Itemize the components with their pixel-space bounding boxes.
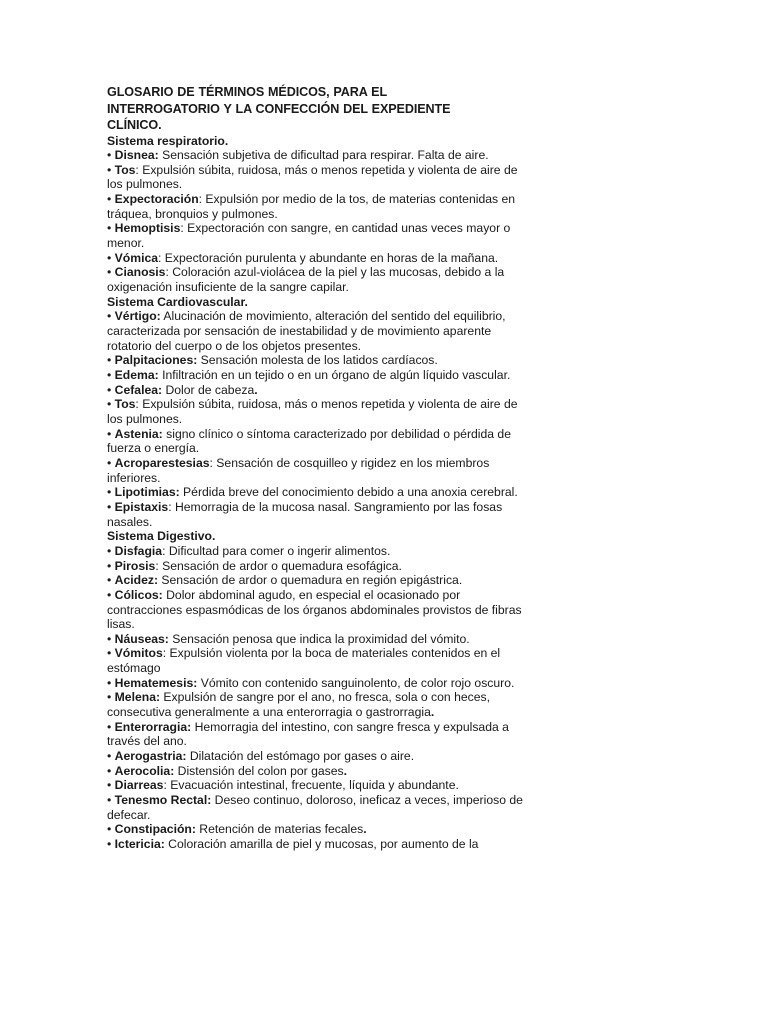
entry-term: Disfagia	[114, 543, 163, 558]
entry-term: Palpitaciones:	[114, 353, 198, 368]
section-heading: Sistema Digestivo.	[107, 529, 216, 544]
entry-term: Enterorragia:	[114, 719, 192, 734]
title-line: CLÍNICO.	[107, 118, 162, 132]
entry-term: Diarreas	[114, 778, 164, 793]
entry-definition: Sensación de ardor o quemadura en región epigástrica.	[158, 573, 463, 588]
entry-definition: Retención de materias fecales	[195, 822, 364, 837]
glossary-entry: • Ictericia: Coloración amarilla de piel y mucosas, por aumento de la	[107, 837, 479, 851]
entry-term: Cólicos:	[114, 587, 163, 602]
entry-definition: Sensación penosa que indica la proximidad del vómito.	[168, 631, 470, 646]
section-heading: Sistema Cardiovascular.	[107, 294, 248, 309]
glossary-sections	[107, 134, 532, 852]
glossary-entry: • Expectoración: Expulsión por medio de la tos, de materias contenidas en tráquea, bronquios y pulmones.	[107, 192, 516, 221]
glossary-entry: • Vértigo: Alucinación de movimiento, alteración del sentido del equilibrio, caracterizada por sensación de inestabilidad y de movimiento aparente rotatorio del cuerpo o de los objetos presentes.	[107, 309, 506, 353]
entry-definition: : Evacuación intestinal, frecuente, líquida y abundante.	[163, 778, 459, 793]
entry-term: Acroparestesias	[114, 455, 210, 470]
glossary-entry: • Melena: Expulsión de sangre por el ano, no fresca, sola o con heces, consecutiva generalmente a una enterorragia o gastrorragia.	[107, 690, 490, 720]
glossary-entry: • Aerocolia: Distensión del colon por gases.	[107, 763, 348, 778]
entry-definition: : Coloración azul-violácea de la piel y las mucosas, debido a la oxigenación insuficiente de la sangre capilar.	[107, 265, 505, 295]
entry-term: Vómitos	[114, 646, 163, 661]
glossary-entry: • Palpitaciones: Sensación molesta de los latidos cardíacos.	[107, 353, 438, 368]
glossary-entry: • Lipotimias: Pérdida breve del conocimiento debido a una anoxia cerebral.	[107, 485, 518, 500]
entry-definition: Coloración amarilla de piel y mucosas, por aumento de la	[164, 837, 479, 851]
glossary-entry: • Epistaxis: Hemorragia de la mucosa nasal. Sangramiento por las fosas nasales.	[107, 499, 503, 529]
document-title	[107, 84, 532, 134]
entry-term: Astenia:	[114, 426, 163, 441]
entry-term: Acidez:	[114, 573, 158, 588]
entry-definition: Pérdida breve del conocimiento debido a una anoxia cerebral.	[179, 485, 518, 500]
entry-definition: Expulsión de sangre por el ano, no fresca, sola o con heces, consecutiva generalmente a una enterorragia o gastrorragia	[107, 690, 490, 720]
entry-definition: Hemorragia del intestino, con sangre fresca y expulsada a través del ano.	[107, 719, 509, 749]
glossary-entry: • Acidez: Sensación de ardor o quemadura en región epigástrica.	[107, 573, 463, 588]
entry-definition: Sensación subjetiva de dificultad para respirar. Falta de aire.	[158, 148, 489, 163]
entry-definition: Infiltración en un tejido o en un órgano de algún líquido vascular.	[158, 368, 511, 382]
entry-term: Melena:	[114, 690, 161, 705]
glossary-entry: • Hematemesis: Vómito con contenido sanguinolento, de color rojo oscuro.	[107, 675, 515, 690]
glossary-entry: • Pirosis: Sensación de ardor o quemadura esofágica.	[107, 558, 402, 573]
entry-term: Aerocolia:	[114, 763, 175, 778]
section-respiratorio	[107, 134, 532, 295]
glossary-entry: • Aerogastria: Dilatación del estómago por gases o aire.	[107, 749, 415, 764]
document-page	[107, 84, 532, 852]
entry-term: Hematemesis:	[114, 675, 198, 690]
glossary-entry: • Náuseas: Sensación penosa que indica la proximidad del vómito.	[107, 631, 470, 646]
entry-definition: : Expectoración con sangre, en cantidad unas veces mayor o menor.	[107, 221, 511, 251]
entry-definition: Dilatación del estómago por gases o aire.	[186, 749, 415, 764]
entry-definition: Dolor de cabeza	[162, 382, 255, 397]
entry-term: Disnea:	[114, 148, 159, 163]
glossary-entry: • Tos: Expulsión súbita, ruidosa, más o menos repetida y violenta de aire de los pulmones.	[107, 397, 518, 426]
entry-definition: Sensación molesta de los latidos cardíacos.	[197, 353, 438, 368]
entry-definition: : Dificultad para comer o ingerir alimentos.	[162, 543, 391, 558]
entry-term: Pirosis	[114, 558, 156, 573]
glossary-entry: • Acroparestesias: Sensación de cosquilleo y rigidez en los miembros inferiores.	[107, 455, 490, 485]
entry-term: Tos	[114, 162, 136, 177]
entry-definition: : Expulsión súbita, ruidosa, más o menos repetida y violenta de aire de los pulmones.	[107, 397, 518, 426]
entry-term: Vómica	[114, 250, 159, 265]
entry-definition: : Expulsión por medio de la tos, de materias contenidas en tráquea, bronquios y pulmones.	[107, 192, 516, 221]
entry-definition: signo clínico o síntoma caracterizado por debilidad o pérdida de fuerza o energía.	[107, 426, 511, 456]
entry-term: Cefalea:	[114, 382, 163, 397]
glossary-entry: • Edema: Infiltración en un tejido o en un órgano de algún líquido vascular.	[107, 368, 511, 382]
glossary-entry: • Hemoptisis: Expectoración con sangre, en cantidad unas veces mayor o menor.	[107, 221, 511, 251]
entry-term: Vértigo:	[114, 309, 161, 324]
glossary-entry: • Astenia: signo clínico o síntoma caracterizado por debilidad o pérdida de fuerza o energía.	[107, 426, 511, 456]
entry-term: Ictericia:	[114, 837, 165, 851]
entry-term: Edema:	[114, 368, 159, 382]
glossary-entry: • Disnea: Sensación subjetiva de dificultad para respirar. Falta de aire.	[107, 148, 489, 163]
entry-definition: : Expulsión súbita, ruidosa, más o menos repetida y violenta de aire de los pulmones.	[107, 162, 518, 192]
entry-term: Tos	[114, 397, 136, 412]
glossary-entry: • Vómica: Expectoración purulenta y abundante en horas de la mañana.	[107, 250, 499, 265]
entry-definition: Dolor abdominal agudo, en especial el ocasionado por contracciones espasmódicas de los órganos abdominales provistos de fibras lisas.	[107, 587, 522, 632]
entry-term: Expectoración	[114, 192, 199, 207]
glossary-entry: • Enterorragia: Hemorragia del intestino, con sangre fresca y expulsada a través del ano.	[107, 719, 509, 749]
entry-definition: Deseo continuo, doloroso, ineficaz a veces, imperioso de defecar.	[107, 793, 523, 822]
glossary-entry: • Vómitos: Expulsión violenta por la boca de materiales contenidos en el estómago	[107, 646, 501, 676]
section-digestivo	[107, 529, 532, 851]
glossary-entry: • Cianosis: Coloración azul-violácea de la piel y las mucosas, debido a la oxigenación insuficiente de la sangre capilar.	[107, 265, 505, 295]
glossary-entry: • Cólicos: Dolor abdominal agudo, en especial el ocasionado por contracciones espasmódicas de los órganos abdominales provistos de fibras lisas.	[107, 587, 522, 632]
glossary-entry: • Diarreas: Evacuación intestinal, frecuente, líquida y abundante.	[107, 778, 459, 793]
entry-term: Epistaxis	[114, 499, 169, 514]
section-heading: Sistema respiratorio.	[107, 133, 229, 148]
entry-term: Náuseas:	[114, 631, 169, 646]
entry-term: Aerogastria:	[114, 749, 187, 764]
entry-term: Hemoptisis	[114, 221, 181, 236]
section-cardiovascular	[107, 295, 532, 530]
title-line: GLOSARIO DE TÉRMINOS MÉDICOS, PARA EL	[107, 85, 388, 99]
entry-definition: Vómito con contenido sanguinolento, de color rojo oscuro.	[197, 675, 515, 690]
entry-term: Cianosis	[114, 265, 166, 280]
entry-term: Lipotimias:	[114, 485, 180, 500]
entry-term: Constipación:	[114, 822, 196, 837]
glossary-entry: • Constipación: Retención de materias fecales.	[107, 822, 367, 837]
entry-definition: Distensión del colon por gases	[174, 763, 344, 778]
glossary-entry: • Disfagia: Dificultad para comer o ingerir alimentos.	[107, 543, 391, 558]
glossary-entry: • Cefalea: Dolor de cabeza.	[107, 382, 258, 397]
entry-definition: : Hemorragia de la mucosa nasal. Sangramiento por las fosas nasales.	[107, 499, 503, 529]
entry-definition: : Sensación de cosquilleo y rigidez en los miembros inferiores.	[107, 455, 490, 485]
entry-term: Tenesmo Rectal:	[114, 793, 212, 808]
glossary-entry: • Tenesmo Rectal: Deseo continuo, doloroso, ineficaz a veces, imperioso de defecar.	[107, 793, 523, 822]
entry-definition: : Sensación de ardor o quemadura esofágica.	[155, 558, 402, 573]
entry-definition: : Expectoración purulenta y abundante en horas de la mañana.	[158, 250, 499, 265]
entry-definition: : Expulsión violenta por la boca de materiales contenidos en el estómago	[107, 646, 501, 676]
title-line: INTERROGATORIO Y LA CONFECCIÓN DEL EXPEDIENTE	[107, 101, 451, 116]
glossary-entry: • Tos: Expulsión súbita, ruidosa, más o menos repetida y violenta de aire de los pulmones.	[107, 162, 518, 192]
entry-definition: Alucinación de movimiento, alteración del sentido del equilibrio, caracterizada por sensación de inestabilidad y de movimiento aparente rotatorio del cuerpo o de los objetos presentes.	[107, 309, 506, 353]
